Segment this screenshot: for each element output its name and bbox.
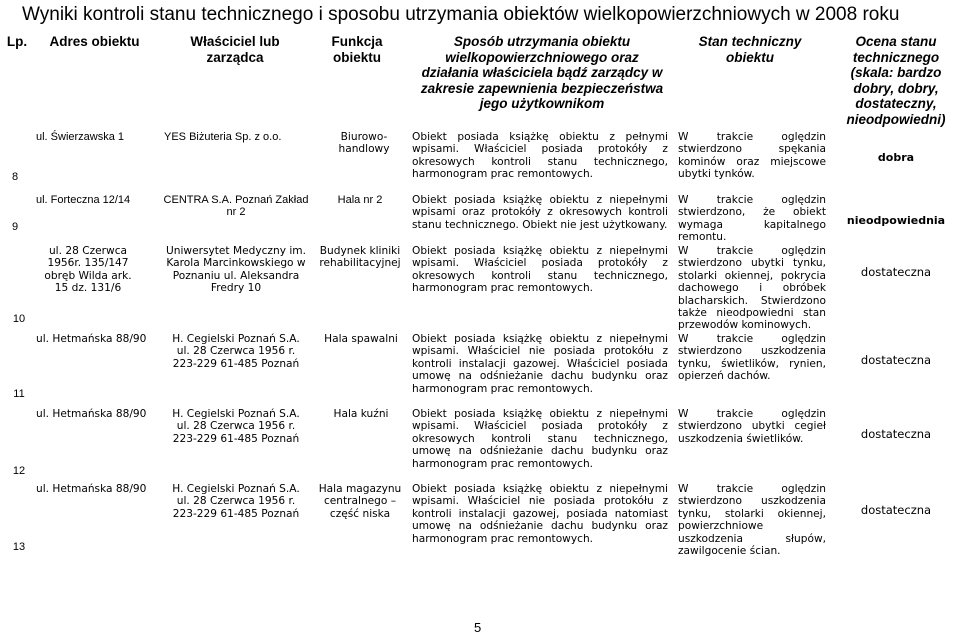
row-owner: H. Cegielski Poznań S.A. ul. 28 Czerwca 1956 r. 223-229 61-485 Poznań — [172, 408, 300, 445]
header-owner: Właściciel lub zarządca — [190, 34, 280, 65]
row-maintenance: Obiekt posiada książkę obiektu z niepełnymi wpisami. Właściciel posiada protokóły z okresowych kontroli stanu technicznego, umowę na odśnieżanie dachu budynku oraz harmonogram prac remontowych. — [412, 408, 668, 470]
row-number: 8 — [11, 171, 19, 183]
row-owner: CENTRA S.A. Poznań Zakład nr 2 — [163, 194, 309, 219]
row-rating: dostateczna — [860, 353, 932, 367]
row-condition: W trakcie oględzin stwierdzono ubytki cegieł uszkodzenia świetlików. — [678, 408, 826, 445]
row-rating: dobra — [877, 151, 915, 164]
row-rating: dostateczna — [860, 503, 932, 517]
row-condition: W trakcie oględzin stwierdzono uszkodzenia tynku, stolarki okiennej, powierzchniowe uszkodzenia słupów, zawilgocenie ścian. — [678, 483, 826, 558]
row-number: 11 — [13, 388, 25, 400]
row-number: 9 — [11, 221, 19, 233]
row-condition: W trakcie oględzin stwierdzono uszkodzenia tynku, świetlików, rynien, opierzeń dachów. — [678, 333, 826, 383]
row-function: Hala nr 2 — [337, 194, 383, 206]
row-function: Hala kuźni — [333, 408, 389, 420]
row-owner: YES Biżuteria Sp. z o.o. — [164, 131, 282, 143]
page-number: 5 — [474, 620, 482, 635]
header-address: Adres obiektu — [49, 34, 140, 49]
header-rating: Ocena stanu technicznego (skala: bardzo dobry, dobry, dostateczny, nieodpowiedni) — [846, 34, 946, 127]
row-maintenance: Obiekt posiada książkę obiektu z niepełnymi wpisami oraz protokóły z okresowych kontroli stanu technicznego. Obiekt nie jest użytkowany. — [412, 194, 668, 231]
row-address: ul. Świerzawska 1 — [36, 131, 125, 143]
row-rating: dostateczna — [860, 265, 932, 279]
row-maintenance: Obiekt posiada książkę obiektu z niepełnymi wpisami. Właściciel nie posiada protokółu z kontroli instalacji gazowej, posiada natomiast umowę na odśnieżanie dachu budynku oraz harmonogram prac remontowych. — [412, 483, 668, 545]
row-address: ul. 28 Czerwca 1956r. 135/147 obręb Wilda ark. 15 dz. 131/6 — [44, 245, 132, 295]
row-condition: W trakcie oględzin stwierdzono spękania kominów oraz miejscowe ubytki tynków. — [678, 131, 826, 181]
row-condition: W trakcie oględzin stwierdzono, że obiekt wymaga kapitalnego remontu. — [678, 194, 826, 244]
row-number: 12 — [12, 465, 26, 477]
row-function: Budynek kliniki rehabilitacyjnej — [319, 245, 401, 270]
page-title: Wyniki kontroli stanu technicznego i sposobu utrzymania obiektów wielkopowierzchniowych w 2008 roku — [22, 4, 900, 25]
row-owner: H. Cegielski Poznań S.A. ul. 28 Czerwca 1956 r. 223-229 61-485 Poznań — [172, 483, 300, 520]
header-maintenance: Sposób utrzymania obiektu wielkopowierzchniowego oraz działania właściciela bądź zarządcy w zakresie zapewnienia bezpieczeństwa jego użytkownikom — [420, 34, 664, 111]
row-rating: nieodpowiednia — [846, 214, 946, 227]
row-maintenance: Obiekt posiada książkę obiektu z niepełnymi wpisami. Właściciel nie posiada protokółu z kontroli instalacji gazowej. Właściciel posiada umowę na odśnieżanie dachu budynku oraz harmonogram prac remontowych. — [412, 333, 668, 395]
row-owner: H. Cegielski Poznań S.A. ul. 28 Czerwca 1956 r. 223-229 61-485 Poznań — [172, 333, 300, 370]
row-function: Biurowo-handlowy — [338, 131, 390, 156]
row-address: ul. Hetmańska 88/90 — [36, 333, 147, 345]
row-address: ul. Hetmańska 88/90 — [36, 483, 147, 495]
row-owner: Uniwersytet Medyczny im. Karola Marcinkowskiego w Poznaniu ul. Aleksandra Fredry 10 — [166, 245, 306, 295]
row-function: Hala magazynu centralnego – część niska — [318, 483, 402, 520]
row-function: Hala spawalni — [324, 333, 398, 345]
row-rating: dostateczna — [860, 427, 932, 441]
header-lp: Lp. — [6, 34, 28, 49]
row-condition: W trakcie oględzin stwierdzono ubytki tynku, stolarki okiennej, pokrycia dachowego i obróbek blacharskich. Stwierdzono także nieodpowiedni stan przewodów kominowych. — [678, 245, 826, 332]
header-function: Funkcja obiektu — [331, 34, 383, 65]
header-condition: Stan techniczny obiektu — [698, 34, 802, 65]
row-maintenance: Obiekt posiada książkę obiektu z pełnymi wpisami. Właściciel posiada protokóły z okresowych kontroli stanu technicznego, harmonogram prac remontowych. — [412, 131, 668, 181]
row-number: 10 — [12, 313, 26, 325]
row-number: 13 — [12, 541, 26, 553]
row-address: ul. Forteczna 12/14 — [36, 194, 131, 206]
row-maintenance: Obiekt posiada książkę obiektu z niepełnymi wpisami. Właściciel posiada protokóły z okresowych kontroli stanu technicznego, harmonogram prac remontowych. — [412, 245, 668, 295]
row-address: ul. Hetmańska 88/90 — [36, 408, 147, 420]
